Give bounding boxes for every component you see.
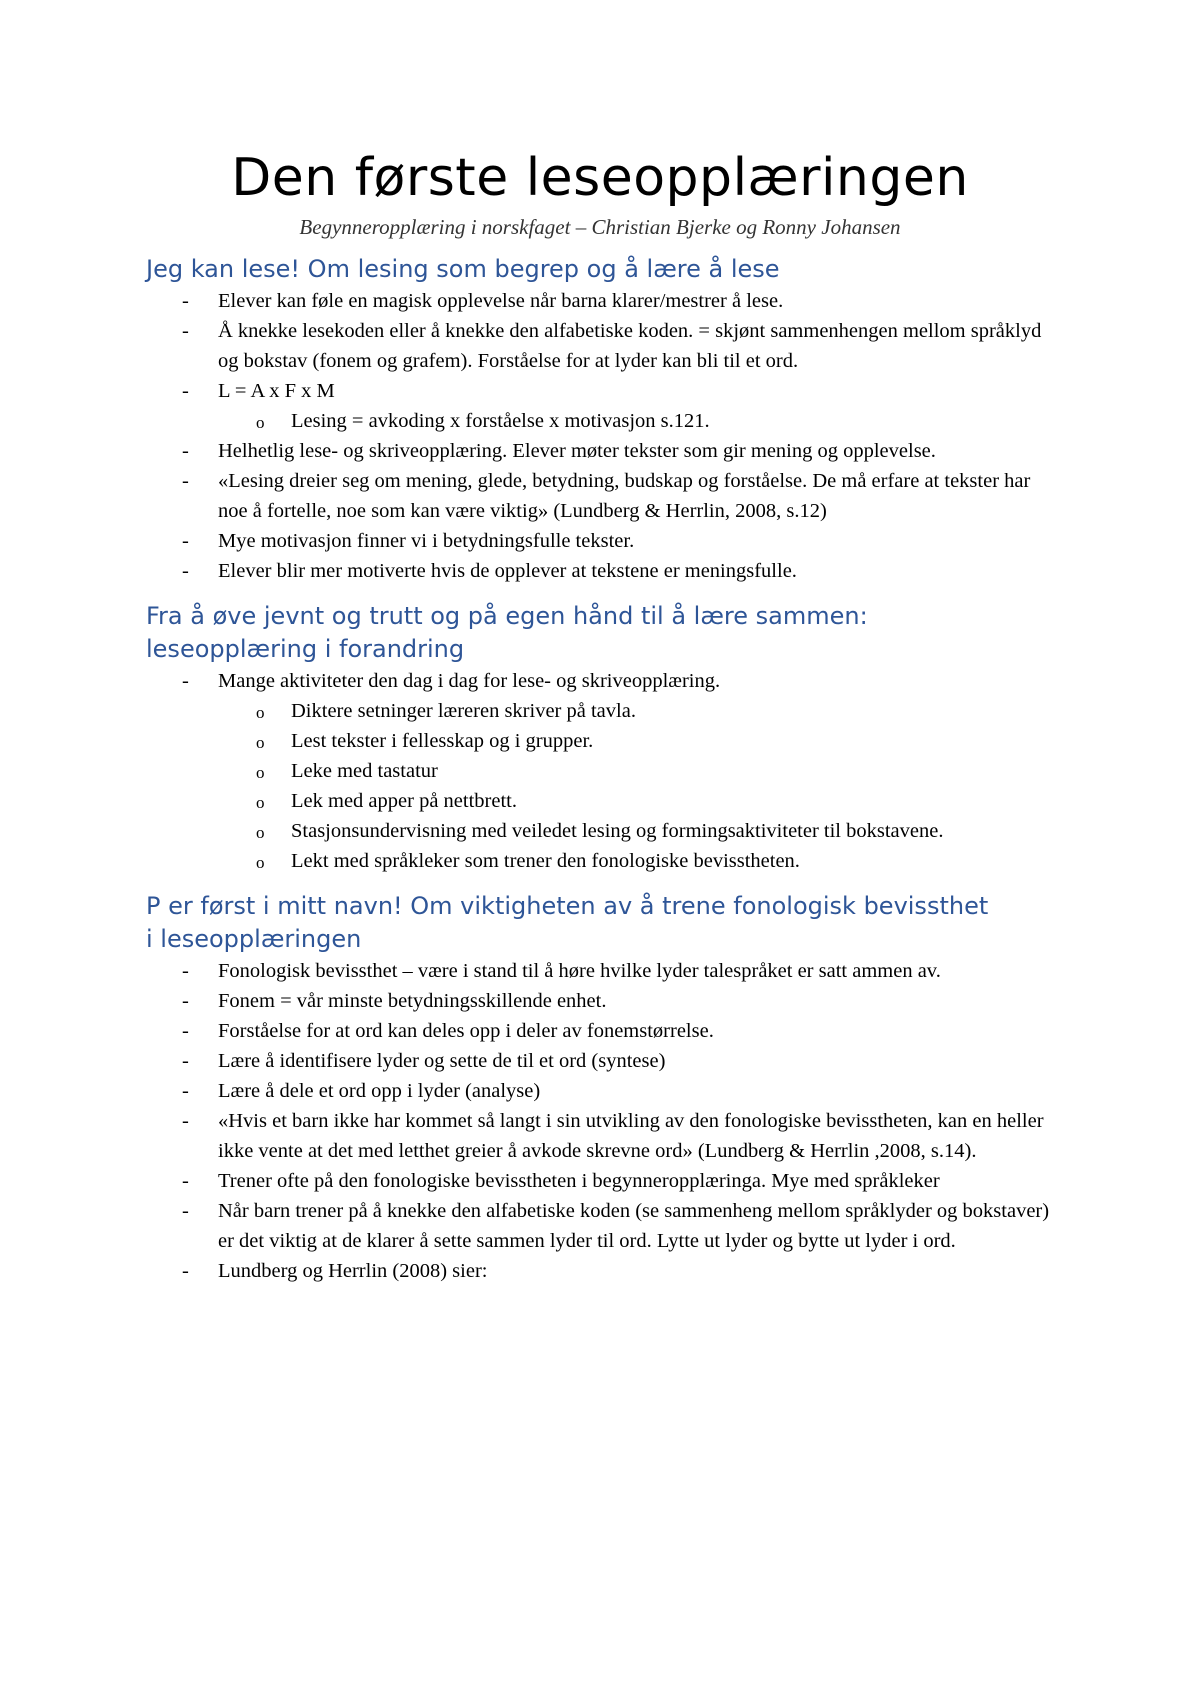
list-item-text: Fonologisk bevissthet – være i stand til å høre hvilke lyder talespråket er satt ammen av. [218, 960, 941, 982]
dash-marker: - [182, 560, 189, 582]
document-subtitle: Begynneropplæring i norskfaget – Christian Bjerke og Ronny Johansen [299, 215, 901, 239]
list-item [0, 1166, 1200, 1196]
list-item-text: Trener ofte på den fonologiske bevisstheten i begynneropplæringa. Mye med språkleker [218, 1170, 940, 1192]
dash-marker: - [182, 1080, 189, 1102]
circle-marker: o [256, 793, 265, 812]
dash-marker: - [182, 320, 189, 342]
sub-list-item [0, 696, 1200, 726]
dash-marker: - [182, 1110, 189, 1132]
section-heading: Jeg kan lese! Om lesing som begrep og å lære å lese [146, 255, 780, 283]
list-item [0, 466, 1200, 526]
dash-marker: - [182, 1260, 189, 1282]
list-item-text: Lære å identifisere lyder og sette de til et ord (syntese) [218, 1050, 666, 1072]
dash-marker: - [182, 1020, 189, 1042]
list-item [0, 1076, 1200, 1106]
list-item-text: «Hvis et barn ikke har kommet så langt i sin utvikling av den fonologiske bevisstheten, kan en heller ikke vente at det med letthet greier å avkode skrevne ord» (Lundberg & Herrlin ,2008, s.14). [218, 1110, 1044, 1162]
list-item-text: Å knekke lesekoden eller å knekke den alfabetiske koden. = skjønt sammenhengen mellom språklyd og bokstav (fonem og grafem). Forståelse for at lyder kan bli til et ord. [218, 320, 1042, 372]
dash-marker: - [182, 1170, 189, 1192]
list-item-text: Forståelse for at ord kan deles opp i deler av fonemstørrelse. [218, 1020, 714, 1042]
dash-marker: - [182, 1050, 189, 1072]
list-item [0, 956, 1200, 986]
dash-marker: - [182, 530, 189, 552]
dash-marker: - [182, 290, 189, 312]
list-item-text: Elever blir mer motiverte hvis de opplever at tekstene er meningsfulle. [218, 560, 797, 582]
list-item-text: Fonem = vår minste betydningsskillende enhet. [218, 990, 607, 1012]
dash-marker: - [182, 380, 189, 402]
list-item [0, 556, 1200, 586]
section-heading: P er først i mitt navn! Om viktigheten av å trene fonologisk bevissthet i leseopplæringen [146, 892, 989, 953]
sub-list-item-text: Leke med tastatur [291, 760, 438, 782]
document-title: Den første leseopplæringen [231, 148, 969, 208]
sub-list-item-text: Lest tekster i fellesskap og i grupper. [291, 730, 594, 752]
list-item-text: Helhetlig lese- og skriveopplæring. Elever møter tekster som gir mening og opplevelse. [218, 440, 936, 462]
dash-marker: - [182, 670, 189, 692]
list-item [0, 286, 1200, 316]
document-body [0, 253, 1200, 1286]
list-item [0, 1016, 1200, 1046]
list-item-text: «Lesing dreier seg om mening, glede, betydning, budskap og forståelse. De må erfare at tekster har noe å fortelle, noe som kan være viktig» (Lundberg & Herrlin, 2008, s.12) [218, 470, 1031, 522]
list-item-text: Lære å dele et ord opp i lyder (analyse) [218, 1080, 541, 1102]
list-item [0, 316, 1200, 376]
list-item-text: Mye motivasjon finner vi i betydningsfulle tekster. [218, 530, 635, 552]
list-item [0, 1196, 1200, 1256]
bullet-list [0, 666, 1200, 876]
sub-list-item [0, 846, 1200, 876]
list-item-text: L = A x F x M [218, 380, 335, 402]
section-2 [0, 600, 1200, 876]
section-heading: Fra å øve jevnt og trutt og på egen hånd til å lære sammen: leseopplæring i forandring [146, 602, 868, 663]
sub-list-item-text: Stasjonsundervisning med veiledet lesing og formingsaktiviteter til bokstavene. [291, 820, 944, 842]
sub-list-item-text: Lek med apper på nettbrett. [291, 790, 517, 812]
list-item [0, 986, 1200, 1016]
list-item [0, 1256, 1200, 1286]
dash-marker: - [182, 470, 189, 492]
circle-marker: o [256, 413, 265, 432]
sub-list-item-text: Diktere setninger læreren skriver på tavla. [291, 700, 636, 722]
sub-list-item [0, 756, 1200, 786]
section-1 [0, 253, 1200, 586]
circle-marker: o [256, 733, 265, 752]
dash-marker: - [182, 960, 189, 982]
section-3 [0, 890, 1200, 1286]
bullet-list [0, 286, 1200, 586]
list-item-text: Når barn trener på å knekke den alfabetiske koden (se sammenheng mellom språklyder og bokstaver) er det viktig at de klarer å sette sammen lyder til ord. Lytte ut lyder og bytte ut lyder i ord. [218, 1200, 1050, 1252]
sub-list-item-text: Lekt med språkleker som trener den fonologiske bevisstheten. [291, 850, 800, 872]
list-item [0, 1106, 1200, 1166]
list-item [0, 1046, 1200, 1076]
list-item-text: Lundberg og Herrlin (2008) sier: [218, 1260, 488, 1282]
dash-marker: - [182, 440, 189, 462]
circle-marker: o [256, 853, 265, 872]
sub-list-item [0, 816, 1200, 846]
circle-marker: o [256, 703, 265, 722]
circle-marker: o [256, 823, 265, 842]
bullet-list [0, 956, 1200, 1286]
sub-list-item [0, 406, 1200, 436]
list-item [0, 436, 1200, 466]
list-item [0, 526, 1200, 556]
list-item-text: Elever kan føle en magisk opplevelse når barna klarer/mestrer å lese. [218, 290, 784, 312]
dash-marker: - [182, 990, 189, 1012]
sub-list-item-text: Lesing = avkoding x forståelse x motivasjon s.121. [291, 410, 710, 432]
circle-marker: o [256, 763, 265, 782]
list-item [0, 376, 1200, 406]
list-item [0, 666, 1200, 696]
sub-list-item [0, 786, 1200, 816]
list-item-text: Mange aktiviteter den dag i dag for lese- og skriveopplæring. [218, 670, 721, 692]
dash-marker: - [182, 1200, 189, 1222]
sub-list-item [0, 726, 1200, 756]
